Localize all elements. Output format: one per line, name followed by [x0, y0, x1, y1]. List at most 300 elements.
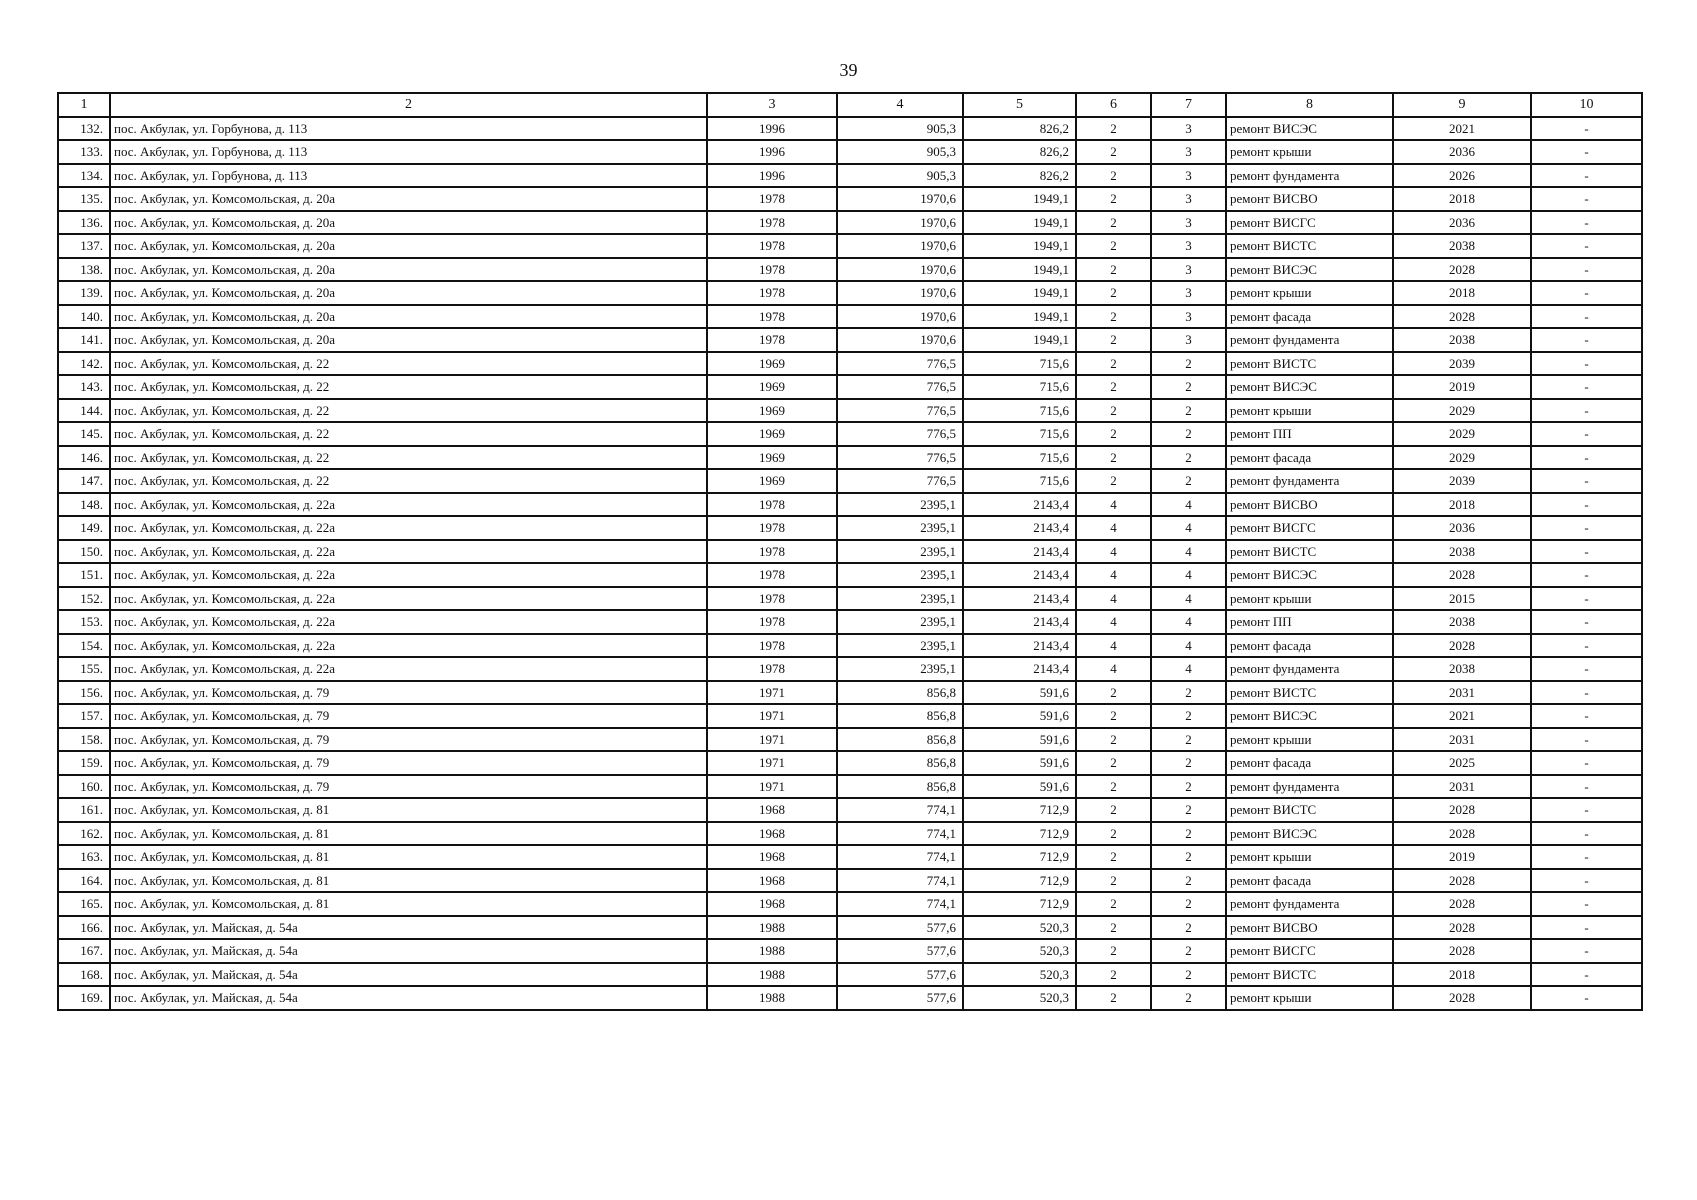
cell-address: пос. Акбулак, ул. Комсомольская, д. 79: [110, 704, 707, 728]
cell-entrances: 2: [1151, 869, 1226, 893]
cell-row-number: 158.: [58, 728, 110, 752]
table-row: [58, 798, 1642, 822]
cell-address: пос. Акбулак, ул. Комсомольская, д. 22а: [110, 540, 707, 564]
cell-note: -: [1531, 610, 1642, 634]
cell-living-area: 715,6: [963, 446, 1076, 470]
cell-note: -: [1531, 728, 1642, 752]
cell-row-number: 146.: [58, 446, 110, 470]
cell-floors: 2: [1076, 352, 1151, 376]
cell-note: -: [1531, 187, 1642, 211]
cell-entrances: 4: [1151, 587, 1226, 611]
cell-address: пос. Акбулак, ул. Комсомольская, д. 22а: [110, 493, 707, 517]
cell-year-built: 1968: [707, 869, 837, 893]
cell-row-number: 141.: [58, 328, 110, 352]
cell-entrances: 4: [1151, 563, 1226, 587]
col-header: 9: [1393, 93, 1531, 117]
cell-total-area: 2395,1: [837, 540, 963, 564]
cell-address: пос. Акбулак, ул. Комсомольская, д. 20а: [110, 328, 707, 352]
table-row: [58, 469, 1642, 493]
cell-entrances: 2: [1151, 399, 1226, 423]
cell-repair-type: ремонт ВИСГС: [1226, 939, 1393, 963]
cell-year-built: 1978: [707, 610, 837, 634]
cell-note: -: [1531, 140, 1642, 164]
cell-repair-type: ремонт фасада: [1226, 869, 1393, 893]
cell-repair-year: 2029: [1393, 446, 1531, 470]
cell-floors: 2: [1076, 187, 1151, 211]
cell-entrances: 3: [1151, 258, 1226, 282]
cell-repair-type: ремонт ВИСЭС: [1226, 375, 1393, 399]
cell-address: пос. Акбулак, ул. Комсомольская, д. 79: [110, 775, 707, 799]
cell-repair-type: ремонт ПП: [1226, 422, 1393, 446]
cell-living-area: 826,2: [963, 164, 1076, 188]
cell-repair-year: 2028: [1393, 916, 1531, 940]
cell-repair-year: 2028: [1393, 822, 1531, 846]
cell-living-area: 591,6: [963, 704, 1076, 728]
cell-entrances: 4: [1151, 657, 1226, 681]
cell-living-area: 520,3: [963, 986, 1076, 1010]
cell-living-area: 2143,4: [963, 563, 1076, 587]
cell-repair-type: ремонт ВИСТС: [1226, 234, 1393, 258]
cell-floors: 2: [1076, 845, 1151, 869]
cell-note: -: [1531, 328, 1642, 352]
cell-total-area: 2395,1: [837, 563, 963, 587]
cell-total-area: 2395,1: [837, 493, 963, 517]
cell-repair-type: ремонт фундамента: [1226, 164, 1393, 188]
cell-note: -: [1531, 563, 1642, 587]
cell-address: пос. Акбулак, ул. Майская, д. 54а: [110, 963, 707, 987]
cell-repair-type: ремонт фасада: [1226, 751, 1393, 775]
cell-living-area: 2143,4: [963, 540, 1076, 564]
cell-address: пос. Акбулак, ул. Горбунова, д. 113: [110, 140, 707, 164]
cell-address: пос. Акбулак, ул. Майская, д. 54а: [110, 986, 707, 1010]
cell-row-number: 133.: [58, 140, 110, 164]
cell-repair-type: ремонт фундамента: [1226, 328, 1393, 352]
cell-address: пос. Акбулак, ул. Комсомольская, д. 79: [110, 728, 707, 752]
cell-living-area: 715,6: [963, 422, 1076, 446]
table-row: [58, 540, 1642, 564]
cell-address: пос. Акбулак, ул. Комсомольская, д. 22: [110, 399, 707, 423]
table-row: [58, 281, 1642, 305]
cell-row-number: 136.: [58, 211, 110, 235]
cell-living-area: 1949,1: [963, 211, 1076, 235]
cell-repair-type: ремонт ПП: [1226, 610, 1393, 634]
cell-living-area: 1949,1: [963, 258, 1076, 282]
table-row: [58, 587, 1642, 611]
cell-note: -: [1531, 281, 1642, 305]
cell-total-area: 1970,6: [837, 305, 963, 329]
page-number: 39: [839, 60, 858, 80]
col-header: 4: [837, 93, 963, 117]
cell-year-built: 1971: [707, 681, 837, 705]
cell-year-built: 1969: [707, 446, 837, 470]
cell-note: -: [1531, 399, 1642, 423]
cell-entrances: 2: [1151, 892, 1226, 916]
cell-address: пос. Акбулак, ул. Майская, д. 54а: [110, 939, 707, 963]
cell-note: -: [1531, 469, 1642, 493]
cell-living-area: 1949,1: [963, 187, 1076, 211]
cell-repair-year: 2015: [1393, 587, 1531, 611]
cell-note: -: [1531, 446, 1642, 470]
cell-floors: 2: [1076, 422, 1151, 446]
table-row: [58, 634, 1642, 658]
cell-living-area: 2143,4: [963, 634, 1076, 658]
cell-address: пос. Акбулак, ул. Комсомольская, д. 81: [110, 892, 707, 916]
cell-year-built: 1988: [707, 939, 837, 963]
table-row: [58, 986, 1642, 1010]
cell-address: пос. Акбулак, ул. Комсомольская, д. 22а: [110, 587, 707, 611]
cell-row-number: 132.: [58, 117, 110, 141]
cell-entrances: 2: [1151, 939, 1226, 963]
cell-living-area: 715,6: [963, 469, 1076, 493]
cell-entrances: 2: [1151, 775, 1226, 799]
cell-row-number: 148.: [58, 493, 110, 517]
cell-note: -: [1531, 352, 1642, 376]
cell-floors: 2: [1076, 939, 1151, 963]
cell-entrances: 2: [1151, 446, 1226, 470]
cell-entrances: 2: [1151, 469, 1226, 493]
cell-row-number: 149.: [58, 516, 110, 540]
cell-note: -: [1531, 211, 1642, 235]
cell-address: пос. Акбулак, ул. Комсомольская, д. 22: [110, 469, 707, 493]
cell-total-area: 1970,6: [837, 234, 963, 258]
cell-address: пос. Акбулак, ул. Комсомольская, д. 22а: [110, 516, 707, 540]
cell-address: пос. Акбулак, ул. Комсомольская, д. 20а: [110, 305, 707, 329]
cell-total-area: 1970,6: [837, 211, 963, 235]
cell-floors: 2: [1076, 140, 1151, 164]
cell-entrances: 4: [1151, 610, 1226, 634]
cell-address: пос. Акбулак, ул. Комсомольская, д. 81: [110, 869, 707, 893]
cell-note: -: [1531, 845, 1642, 869]
header-row: [58, 93, 1642, 117]
cell-year-built: 1978: [707, 587, 837, 611]
cell-living-area: 712,9: [963, 892, 1076, 916]
cell-repair-year: 2038: [1393, 234, 1531, 258]
table-row: [58, 117, 1642, 141]
cell-row-number: 138.: [58, 258, 110, 282]
cell-repair-year: 2028: [1393, 986, 1531, 1010]
cell-floors: 2: [1076, 822, 1151, 846]
cell-floors: 2: [1076, 281, 1151, 305]
cell-total-area: 856,8: [837, 751, 963, 775]
cell-year-built: 1988: [707, 986, 837, 1010]
cell-total-area: 2395,1: [837, 516, 963, 540]
cell-address: пос. Акбулак, ул. Комсомольская, д. 20а: [110, 281, 707, 305]
cell-year-built: 1968: [707, 892, 837, 916]
cell-repair-type: ремонт ВИСГС: [1226, 211, 1393, 235]
col-header: 3: [707, 93, 837, 117]
cell-total-area: 856,8: [837, 681, 963, 705]
cell-row-number: 168.: [58, 963, 110, 987]
cell-address: пос. Акбулак, ул. Комсомольская, д. 22а: [110, 657, 707, 681]
cell-year-built: 1969: [707, 422, 837, 446]
cell-note: -: [1531, 704, 1642, 728]
cell-repair-type: ремонт фундамента: [1226, 775, 1393, 799]
cell-row-number: 137.: [58, 234, 110, 258]
cell-address: пос. Акбулак, ул. Комсомольская, д. 81: [110, 798, 707, 822]
table-row: [58, 657, 1642, 681]
cell-entrances: 3: [1151, 234, 1226, 258]
cell-entrances: 2: [1151, 375, 1226, 399]
cell-total-area: 776,5: [837, 422, 963, 446]
cell-row-number: 147.: [58, 469, 110, 493]
cell-total-area: 776,5: [837, 399, 963, 423]
cell-address: пос. Акбулак, ул. Комсомольская, д. 22: [110, 352, 707, 376]
cell-note: -: [1531, 751, 1642, 775]
cell-address: пос. Акбулак, ул. Комсомольская, д. 81: [110, 845, 707, 869]
cell-note: -: [1531, 587, 1642, 611]
cell-note: -: [1531, 892, 1642, 916]
cell-repair-type: ремонт фасада: [1226, 446, 1393, 470]
cell-address: пос. Акбулак, ул. Комсомольская, д. 20а: [110, 187, 707, 211]
cell-year-built: 1971: [707, 704, 837, 728]
cell-entrances: 4: [1151, 493, 1226, 517]
cell-total-area: 774,1: [837, 845, 963, 869]
table-row: [58, 164, 1642, 188]
cell-floors: 4: [1076, 540, 1151, 564]
cell-repair-year: 2036: [1393, 516, 1531, 540]
cell-row-number: 159.: [58, 751, 110, 775]
cell-year-built: 1971: [707, 775, 837, 799]
cell-total-area: 1970,6: [837, 258, 963, 282]
cell-total-area: 905,3: [837, 164, 963, 188]
cell-entrances: 2: [1151, 751, 1226, 775]
cell-living-area: 1949,1: [963, 305, 1076, 329]
cell-row-number: 151.: [58, 563, 110, 587]
cell-entrances: 2: [1151, 422, 1226, 446]
cell-repair-type: ремонт ВИСЭС: [1226, 822, 1393, 846]
cell-living-area: 520,3: [963, 916, 1076, 940]
cell-floors: 4: [1076, 587, 1151, 611]
cell-address: пос. Акбулак, ул. Комсомольская, д. 79: [110, 751, 707, 775]
cell-repair-type: ремонт ВИСВО: [1226, 916, 1393, 940]
cell-living-area: 520,3: [963, 963, 1076, 987]
cell-row-number: 155.: [58, 657, 110, 681]
cell-repair-year: 2039: [1393, 469, 1531, 493]
cell-year-built: 1978: [707, 234, 837, 258]
cell-address: пос. Акбулак, ул. Комсомольская, д. 81: [110, 822, 707, 846]
cell-repair-type: ремонт фасада: [1226, 305, 1393, 329]
cell-living-area: 2143,4: [963, 610, 1076, 634]
cell-row-number: 152.: [58, 587, 110, 611]
cell-repair-year: 2028: [1393, 798, 1531, 822]
cell-total-area: 776,5: [837, 469, 963, 493]
table-row: [58, 399, 1642, 423]
cell-year-built: 1968: [707, 798, 837, 822]
cell-year-built: 1978: [707, 540, 837, 564]
table-row: [58, 681, 1642, 705]
cell-entrances: 2: [1151, 845, 1226, 869]
cell-note: -: [1531, 164, 1642, 188]
cell-repair-year: 2018: [1393, 187, 1531, 211]
cell-row-number: 156.: [58, 681, 110, 705]
table-row: [58, 963, 1642, 987]
cell-entrances: 2: [1151, 916, 1226, 940]
table-row: [58, 775, 1642, 799]
cell-note: -: [1531, 939, 1642, 963]
cell-repair-type: ремонт ВИСЭС: [1226, 563, 1393, 587]
cell-row-number: 143.: [58, 375, 110, 399]
cell-address: пос. Акбулак, ул. Комсомольская, д. 22а: [110, 634, 707, 658]
cell-year-built: 1978: [707, 493, 837, 517]
cell-floors: 4: [1076, 657, 1151, 681]
repair-schedule-table: [57, 92, 1643, 1011]
cell-total-area: 776,5: [837, 446, 963, 470]
cell-total-area: 776,5: [837, 352, 963, 376]
cell-repair-type: ремонт ВИСЭС: [1226, 117, 1393, 141]
cell-entrances: 3: [1151, 281, 1226, 305]
cell-living-area: 1949,1: [963, 328, 1076, 352]
cell-total-area: 774,1: [837, 869, 963, 893]
table-row: [58, 563, 1642, 587]
cell-floors: 2: [1076, 117, 1151, 141]
col-header: 6: [1076, 93, 1151, 117]
cell-floors: 2: [1076, 681, 1151, 705]
cell-note: -: [1531, 657, 1642, 681]
col-header: 8: [1226, 93, 1393, 117]
col-header: 10: [1531, 93, 1642, 117]
cell-living-area: 591,6: [963, 728, 1076, 752]
cell-floors: 2: [1076, 211, 1151, 235]
cell-total-area: 577,6: [837, 963, 963, 987]
table-row: [58, 704, 1642, 728]
cell-repair-type: ремонт ВИСЭС: [1226, 704, 1393, 728]
cell-row-number: 142.: [58, 352, 110, 376]
cell-address: пос. Акбулак, ул. Горбунова, д. 113: [110, 164, 707, 188]
cell-entrances: 3: [1151, 211, 1226, 235]
cell-year-built: 1969: [707, 399, 837, 423]
cell-year-built: 1996: [707, 140, 837, 164]
cell-row-number: 166.: [58, 916, 110, 940]
cell-note: -: [1531, 422, 1642, 446]
cell-entrances: 2: [1151, 963, 1226, 987]
cell-row-number: 162.: [58, 822, 110, 846]
cell-address: пос. Акбулак, ул. Комсомольская, д. 20а: [110, 211, 707, 235]
cell-total-area: 2395,1: [837, 634, 963, 658]
cell-living-area: 715,6: [963, 352, 1076, 376]
cell-repair-year: 2038: [1393, 610, 1531, 634]
cell-living-area: 715,6: [963, 399, 1076, 423]
cell-address: пос. Акбулак, ул. Комсомольская, д. 20а: [110, 258, 707, 282]
cell-note: -: [1531, 493, 1642, 517]
cell-floors: 4: [1076, 610, 1151, 634]
cell-repair-year: 2019: [1393, 375, 1531, 399]
cell-row-number: 167.: [58, 939, 110, 963]
cell-entrances: 4: [1151, 634, 1226, 658]
cell-repair-year: 2029: [1393, 399, 1531, 423]
cell-entrances: 2: [1151, 681, 1226, 705]
cell-living-area: 715,6: [963, 375, 1076, 399]
cell-repair-year: 2038: [1393, 328, 1531, 352]
cell-repair-year: 2029: [1393, 422, 1531, 446]
cell-repair-year: 2031: [1393, 728, 1531, 752]
cell-repair-type: ремонт ВИСГС: [1226, 516, 1393, 540]
cell-living-area: 1949,1: [963, 281, 1076, 305]
cell-living-area: 2143,4: [963, 657, 1076, 681]
cell-repair-year: 2028: [1393, 892, 1531, 916]
cell-year-built: 1968: [707, 822, 837, 846]
cell-entrances: 3: [1151, 187, 1226, 211]
cell-year-built: 1971: [707, 751, 837, 775]
cell-living-area: 1949,1: [963, 234, 1076, 258]
cell-total-area: 856,8: [837, 775, 963, 799]
cell-floors: 2: [1076, 892, 1151, 916]
cell-row-number: 163.: [58, 845, 110, 869]
cell-entrances: 3: [1151, 117, 1226, 141]
cell-repair-type: ремонт ВИСВО: [1226, 493, 1393, 517]
cell-repair-year: 2038: [1393, 540, 1531, 564]
cell-note: -: [1531, 516, 1642, 540]
cell-entrances: 3: [1151, 328, 1226, 352]
cell-row-number: 139.: [58, 281, 110, 305]
cell-repair-type: ремонт ВИСТС: [1226, 540, 1393, 564]
cell-entrances: 4: [1151, 516, 1226, 540]
cell-entrances: 2: [1151, 986, 1226, 1010]
cell-row-number: 165.: [58, 892, 110, 916]
table-row: [58, 728, 1642, 752]
cell-repair-type: ремонт фундамента: [1226, 657, 1393, 681]
cell-row-number: 161.: [58, 798, 110, 822]
cell-repair-year: 2019: [1393, 845, 1531, 869]
cell-living-area: 826,2: [963, 140, 1076, 164]
cell-repair-type: ремонт фасада: [1226, 634, 1393, 658]
cell-floors: 2: [1076, 258, 1151, 282]
cell-repair-year: 2028: [1393, 563, 1531, 587]
cell-row-number: 140.: [58, 305, 110, 329]
cell-repair-type: ремонт ВИСЭС: [1226, 258, 1393, 282]
table-row: [58, 258, 1642, 282]
cell-year-built: 1978: [707, 516, 837, 540]
cell-note: -: [1531, 963, 1642, 987]
cell-repair-type: ремонт ВИСТС: [1226, 963, 1393, 987]
cell-year-built: 1969: [707, 375, 837, 399]
cell-total-area: 856,8: [837, 728, 963, 752]
cell-year-built: 1978: [707, 281, 837, 305]
cell-note: -: [1531, 986, 1642, 1010]
cell-address: пос. Акбулак, ул. Комсомольская, д. 22а: [110, 563, 707, 587]
cell-year-built: 1996: [707, 117, 837, 141]
cell-total-area: 2395,1: [837, 657, 963, 681]
cell-repair-year: 2028: [1393, 258, 1531, 282]
cell-living-area: 712,9: [963, 869, 1076, 893]
cell-floors: 2: [1076, 751, 1151, 775]
cell-living-area: 591,6: [963, 681, 1076, 705]
cell-repair-year: 2036: [1393, 140, 1531, 164]
cell-repair-type: ремонт крыши: [1226, 587, 1393, 611]
cell-note: -: [1531, 775, 1642, 799]
table-row: [58, 328, 1642, 352]
cell-year-built: 1978: [707, 258, 837, 282]
cell-repair-year: 2028: [1393, 939, 1531, 963]
table-row: [58, 422, 1642, 446]
cell-row-number: 144.: [58, 399, 110, 423]
cell-note: -: [1531, 798, 1642, 822]
cell-floors: 2: [1076, 234, 1151, 258]
table-row: [58, 234, 1642, 258]
cell-row-number: 164.: [58, 869, 110, 893]
cell-repair-type: ремонт крыши: [1226, 140, 1393, 164]
cell-note: -: [1531, 258, 1642, 282]
cell-floors: 2: [1076, 963, 1151, 987]
cell-floors: 4: [1076, 563, 1151, 587]
cell-total-area: 577,6: [837, 939, 963, 963]
cell-year-built: 1988: [707, 916, 837, 940]
cell-repair-year: 2018: [1393, 963, 1531, 987]
cell-total-area: 774,1: [837, 798, 963, 822]
cell-total-area: 1970,6: [837, 328, 963, 352]
cell-entrances: 4: [1151, 540, 1226, 564]
cell-floors: 4: [1076, 516, 1151, 540]
cell-repair-type: ремонт фундамента: [1226, 892, 1393, 916]
